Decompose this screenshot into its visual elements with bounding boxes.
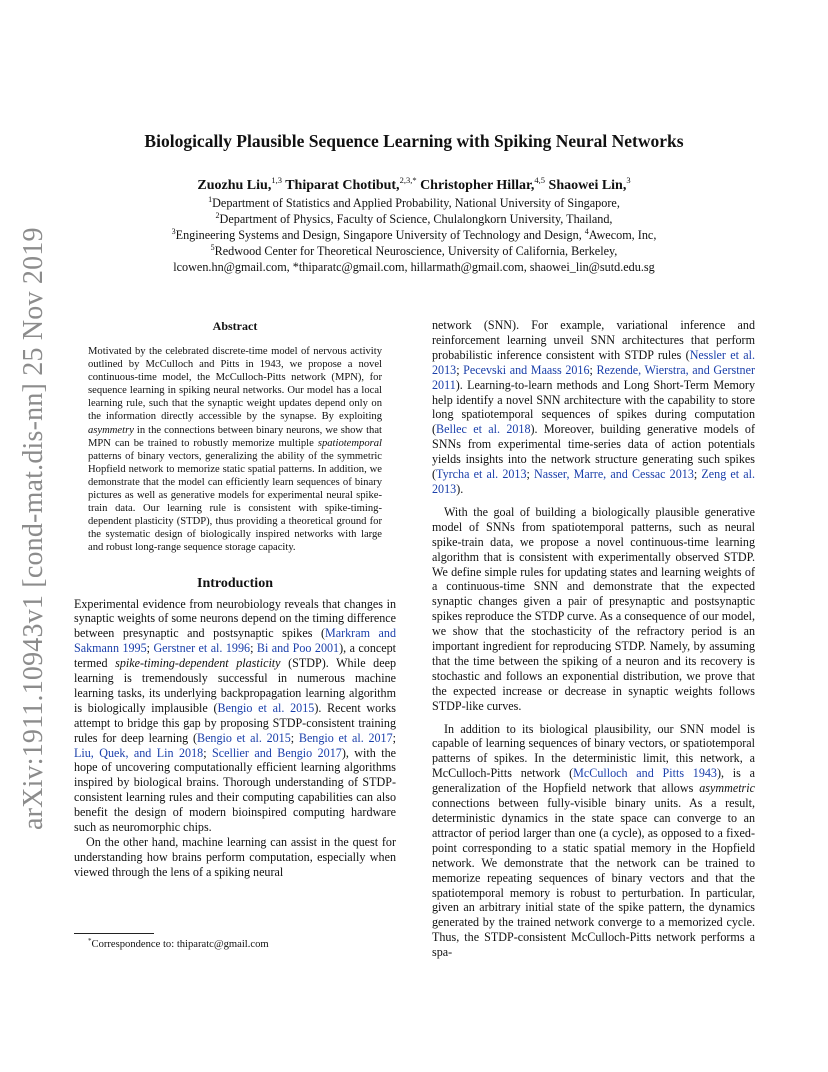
emphasis: spike-timing-dependent plasticity: [115, 656, 281, 671]
citation-link[interactable]: Tyrcha et al. 2013: [436, 467, 527, 482]
citation-link[interactable]: Nessler et al. 2013: [432, 347, 756, 377]
citation-link[interactable]: Markram and Sakmann 1995: [74, 626, 396, 656]
citation-link[interactable]: Bengio et al. 2015: [197, 730, 291, 745]
text-run: Experimental evidence from neurobiology reveals that changes in synaptic weights of some neurons depend on the timing difference between presynaptic and postsynaptic spikes (: [74, 596, 396, 641]
footnote-divider: [74, 933, 154, 934]
correspondence-footnote: [88, 938, 269, 951]
author-name: Shaowei Lin,: [548, 178, 627, 193]
affil-text: Department of Statistics and Applied Probability, National University of Singapore,: [212, 196, 620, 210]
affil-text: Awecom, Inc,: [588, 228, 657, 242]
text-run: ;: [589, 362, 597, 377]
text-run: ).: [456, 481, 464, 496]
text-run: ). Recent works attempt to bridge this gap by proposing STDP-consistent training rules for deep learning (: [74, 700, 396, 745]
text-run: ;: [146, 641, 154, 656]
text-run: ;: [290, 730, 299, 745]
text-run: ). Learning-to-learn methods and Long Short-Term Memory help identify a novel SNN architecture with the capability to store long spatiotemporal sequences of spikes during computation (: [432, 377, 755, 437]
text-run: ), with the hope of uncovering computationally efficient learning algorithms inspired by biological brains. Thorough understanding of STDP-consistent learning rules and their computing capabilities can also benefit the design of modern bioinspired computing hardware such as neuromorphic chips.: [74, 745, 396, 835]
author-list: [60, 177, 768, 195]
right-paragraph-2: With the goal of building a biologically plausible generative model of SNNs from spatiotemporal patterns, such as neural spike-train data, we propose a novel continuous-time learning algorithm that is consistent with experimentally observed STDP. We define simple rules for updating states and learning weights of a continuous-time SNN and demonstrate that the expected synaptic changes given a pair of presynaptic and postsynaptic spikes reproduce the STDP curve. As a consequence of our model, we show that the stochasticity of the refractory period is an important ingredient for reproducing STDP. Namely, by assuming that the time between the spiking of a neuron and its recovery is stochastic and follows an exponential distribution, we prove that the expected increase or decrease in synaptic weights follows STDP-like curves.: [432, 504, 755, 713]
author-affil-marker: 2,3,*: [399, 175, 417, 185]
text-run: ;: [250, 641, 257, 656]
text-run: ), is a generalization of the Hopfield network that allows: [432, 766, 755, 796]
text-run: ;: [693, 467, 702, 482]
abstract-text: [88, 345, 382, 555]
affil-text: Redwood Center for Theoretical Neuroscience, University of California, Berkeley,: [214, 244, 618, 258]
affiliation-line: [60, 227, 768, 243]
text-run: ), a concept termed: [74, 641, 397, 671]
author-affil-marker: 1,3: [271, 175, 282, 185]
citation-link[interactable]: Gerstner et al. 1996: [153, 641, 251, 656]
paper-title: Biologically Plausible Sequence Learning with Spiking Neural Networks: [144, 131, 684, 151]
text-run: ;: [203, 745, 212, 760]
citation-link[interactable]: Scellier and Bengio 2017: [212, 745, 342, 760]
emphasis: asymmetric: [699, 781, 755, 796]
abstract-heading: Abstract: [212, 319, 258, 333]
text-run: ;: [392, 730, 397, 745]
author-emails: lcowen.hn@gmail.com, *thiparatc@gmail.com, hillarmath@gmail.com, shaowei_lin@sutd.edu.sg: [173, 260, 655, 274]
author-name: Zuozhu Liu,: [197, 178, 272, 193]
citation-link[interactable]: Bellec et al. 2018: [436, 422, 531, 437]
citation-link[interactable]: McCulloch and Pitts 1943: [573, 766, 717, 781]
affil-marker: 3: [171, 227, 176, 236]
text-run: (STDP). While deep learning is tremendously successful in numerous machine learning tasks, its underlying backpropagation learning algorithm is biologically implausible (: [74, 656, 397, 715]
emphasis: spatiotemporal: [317, 437, 382, 449]
right-paragraph-1: [432, 318, 755, 497]
footnote-marker: *: [88, 937, 92, 945]
affil-text: Engineering Systems and Design, Singapore University of Technology and Design,: [175, 228, 582, 242]
affil-marker: 2: [215, 211, 220, 220]
affil-marker: 5: [210, 243, 215, 252]
right-column: [432, 318, 755, 960]
text-run: In addition to its biological plausibility, our SNN model is capable of learning sequences of binary vectors, or spatiotemporal patterns of spikes. In the deterministic limit, this network, a McCulloch-Pitts network (: [432, 721, 755, 781]
affiliation-line: [60, 243, 768, 259]
citation-link[interactable]: Pecevski and Maass 2016: [463, 362, 590, 377]
text-run: patterns of binary vectors, generalizing the ability of the symmetric Hopfield network to memorize static spatial patterns. In addition, we demonstrate that the model can efficiently learn sequences of binary pictures as well as generative models for experimental neural spike-train data. Our learning rule is consistent with spike-timing-dependent plasticity (STDP), thus providing a theoretical ground for the systematic design of biologically inspired networks with large and robust long-range sequence storage capacity.: [88, 450, 382, 554]
footnote-text: Correspondence to: thiparatc@gmail.com: [91, 939, 269, 950]
citation-link[interactable]: Zeng et al. 2013: [432, 467, 756, 496]
right-paragraph-3: [432, 722, 755, 961]
author-affil-marker: 4,5: [534, 175, 546, 185]
arxiv-identifier-stamp: arXiv:1911.10943v1 [cond-mat.dis-nn] 25 Nov 2019: [18, 227, 49, 830]
citation-link[interactable]: Liu, Quek, and Lin 2018: [74, 745, 204, 760]
affiliation-line: [60, 211, 768, 227]
text-run: ). Moreover, building generative models of SNNs from experimental time-series data of action potentials yields insights into the network structure generating such spikes (: [432, 422, 755, 482]
citation-link[interactable]: Bi and Poo 2001: [256, 641, 340, 656]
author-name: Thiparat Chotibut,: [285, 178, 400, 193]
intro-paragraph-2: On the other hand, machine learning can assist in the quest for understanding how brains perform computation, especially when viewed through the lens of a spiking neural: [74, 835, 396, 879]
author-affil-marker: 3: [626, 175, 631, 185]
affiliation-block: [60, 195, 768, 275]
emphasis: asymmetry: [88, 424, 134, 436]
left-column: [74, 318, 396, 880]
citation-link[interactable]: Nasser, Marre, and Cessac 2013: [534, 467, 694, 482]
text-run: Motivated by the celebrated discrete-time model of nervous activity outlined by McCulloch and Pitts in 1943, we propose a novel continuous-time model, the McCulloch-Pitts network (MPN), for sequence learning in spiking neural networks. Our model has a local learning rule, such that the synaptic weight updates depend only on the information directly accessible by the synapse. By exploiting: [88, 346, 382, 423]
text-run: ;: [526, 467, 535, 482]
intro-paragraph-1: [74, 597, 396, 836]
citation-link[interactable]: Bengio et al. 2017: [298, 730, 393, 745]
affiliation-line: [60, 195, 768, 211]
text-run: ;: [456, 362, 464, 377]
introduction-heading: Introduction: [197, 575, 273, 591]
text-run: in the connections between binary neurons, we show that MPN can be trained to robustly memorize multiple: [88, 424, 382, 449]
text-run: connections between fully-visible binary units. As a result, deterministic dynamics in the state space can converge to an attractor of period larger than one (a cycle), as opposed to a fixed-point corresponding to a static spatial memory in the Hopfield network. We demonstrate that the network can be trained to memorize repeating sequences of binary vectors and that the spatiotemporal memory is robust to perturbation. In particular, given an arbitrary initial state of the spike pattern, the dynamics generated by the trained network converge to a memorized cycle. Thus, the STDP-consistent McCulloch-Pitts network performs a spa-: [432, 796, 755, 960]
affil-text: Department of Physics, Faculty of Science, Chulalongkorn University, Thailand,: [219, 212, 613, 226]
author-name: Christopher Hillar,: [420, 178, 535, 193]
affil-marker: 1: [208, 195, 213, 204]
affil-marker: 4: [584, 227, 589, 236]
text-run: network (SNN). For example, variational inference and reinforcement learning unveil SNN architectures that perform probabilistic inference consistent with STDP rules (: [432, 318, 755, 362]
citation-link[interactable]: Bengio et al. 2015: [217, 700, 315, 715]
citation-link[interactable]: Rezende, Wierstra, and Gerstner 2011: [432, 362, 755, 392]
